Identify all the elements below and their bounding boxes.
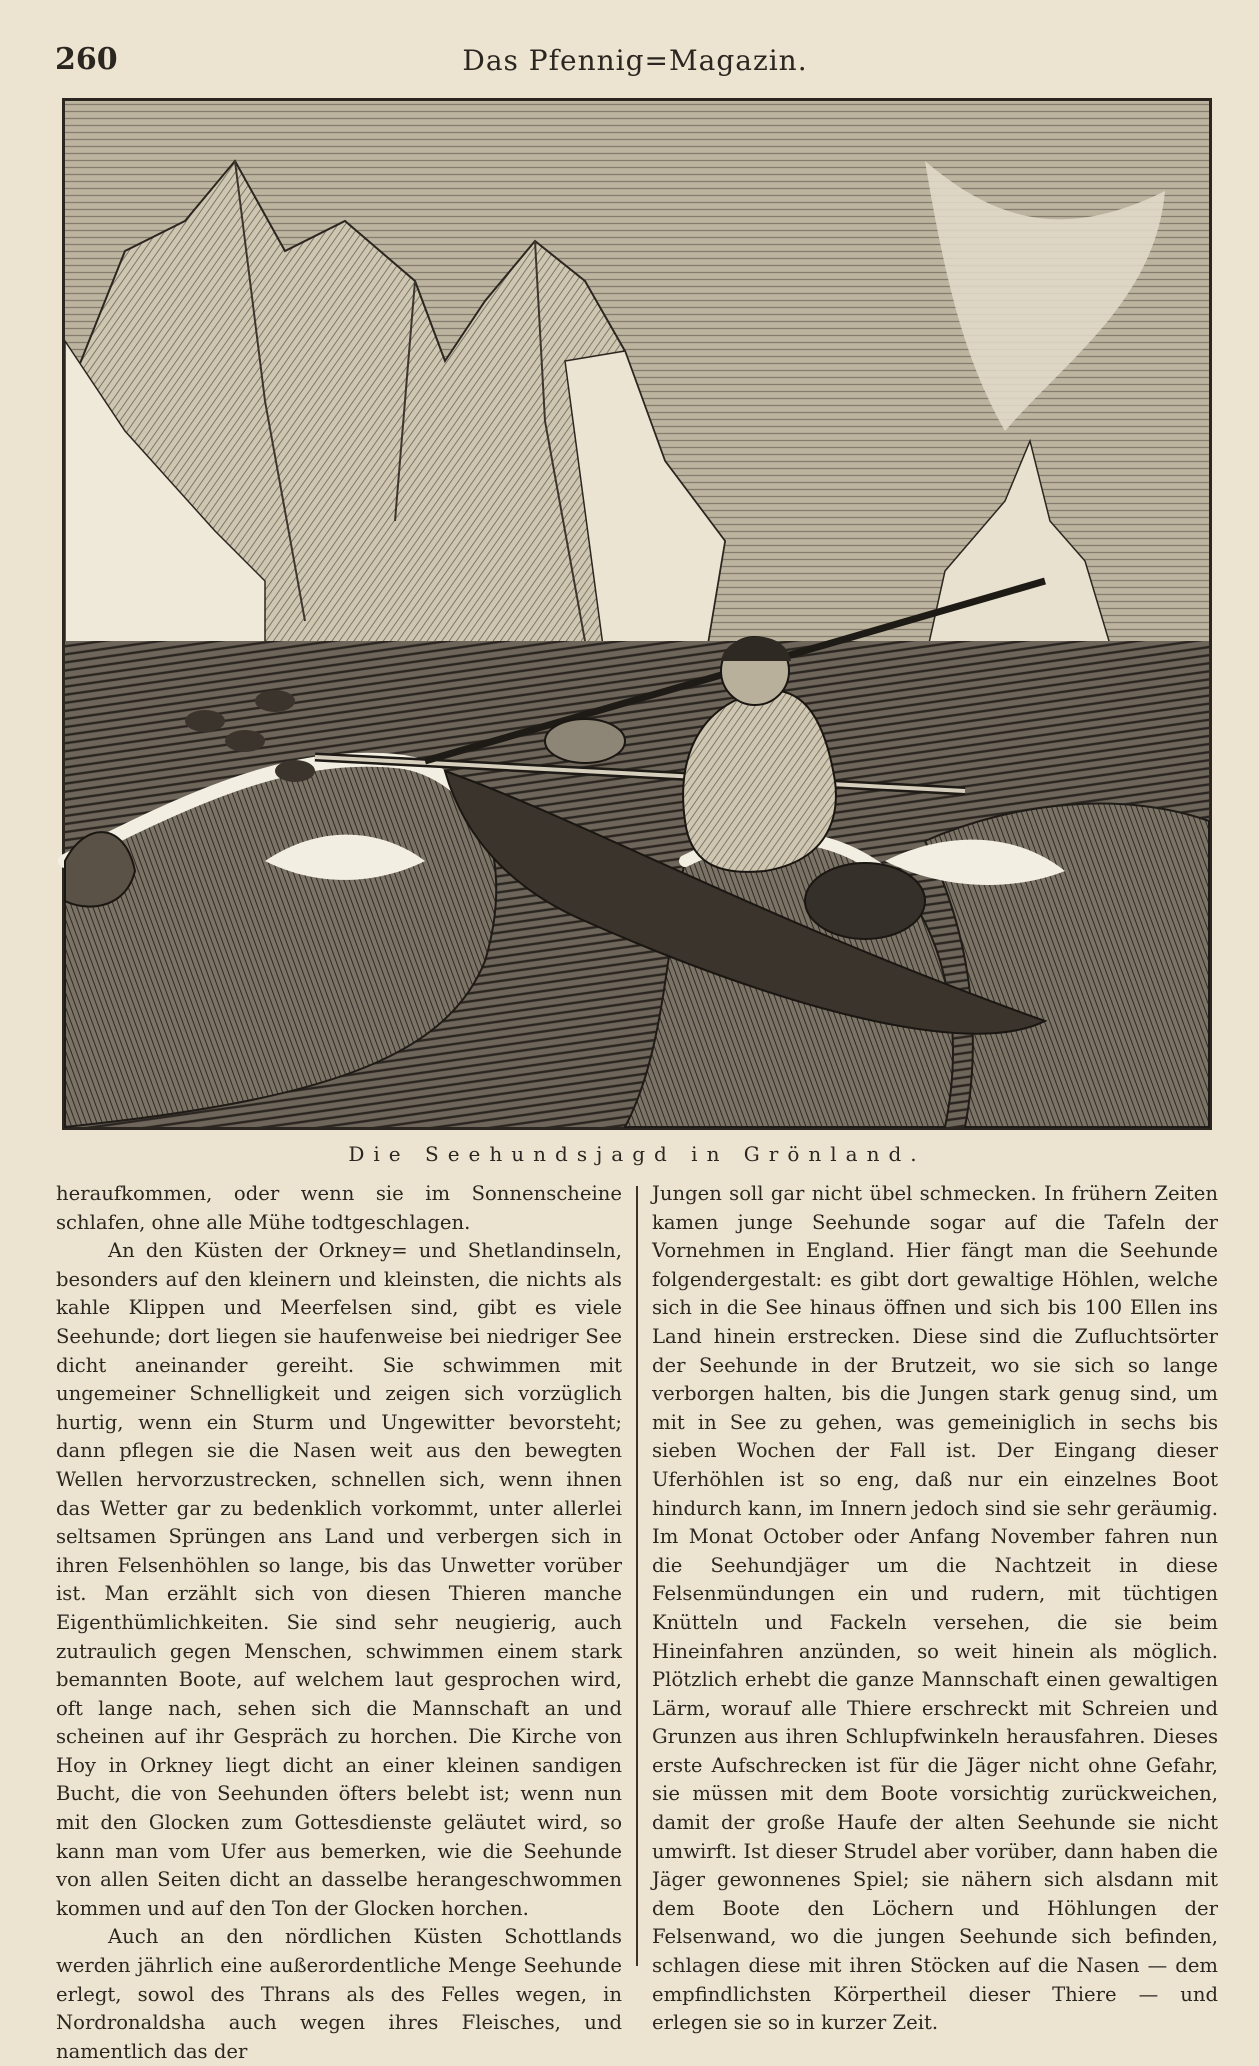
left-paragraph-3: Auch an den nördlichen Küsten Schottlands werden jährlich eine außerordentliche Menge Seehunde erlegt, sowol des Thrans als des Felles wegen, in Nordronaldsha auch wegen ihres Fleisches, und namentlich das der [56,1925,622,2063]
page-header [55,42,1215,86]
figure-caption: Die Seehundsjagd in Grönland. [348,1142,926,1166]
right-column [652,1180,1218,2035]
engraving-illustration [62,98,1212,1130]
left-column [56,1180,622,2063]
left-paragraph-2: An den Küsten der Orkney= und Shetlandinseln, besonders auf den kleinern und kleinsten, die nichts als kahle Klippen und Meerfelsen sind, gibt es viele Seehunde; dort liegen sie haufenweise bei niedriger See dicht aneinander gereiht. Sie schwimmen mit ungemeiner Schnelligkeit und zeigen sich vorzüglich hurtig, wenn ein Sturm und Ungewitter bevorsteht; dann pflegen sie die Nasen weit aus den bewegten Wellen hervorzustrecken, schnellen sich, wenn ihnen das Wetter gar zu bedenklich vorkommt, unter allerlei seltsamen Sprüngen ans Land und verbergen sich in ihren Felsenhöhlen so lange, bis das Unwetter vorüber ist. Man erzählt sich von diesen Thieren manche Eigenthümlichkeiten. Sie sind sehr neugierig, auch zutraulich gegen Menschen, schwimmen einem stark bemannten Boote, auf welchem laut gesprochen wird, oft lange nach, sehen sich die Mannschaft an und scheinen auf ihr Gespräch zu horchen. Die Kirche von Hoy in Orkney liegt dicht an einer kleinen sandigen Bucht, die von Seehunden öfters belebt ist; wenn nun mit den Glocken zum Gottesdienste geläutet wird, so kann man vom Ufer aus bemerken, wie die Seehunde von allen Seiten dicht an dasselbe herangeschwommen kommen und auf den Ton der Glocken horchen. [56,1239,622,1920]
text-columns [56,1180,1218,2063]
left-paragraph-1: heraufkommen, oder wenn sie im Sonnenscheine schlafen, ohne alle Mühe todtgeschlagen. [56,1182,622,1234]
page-number: 260 [55,42,118,77]
running-head-title: Das Pfennig=Magazin. [462,44,808,77]
column-divider [636,1186,638,1966]
right-paragraph-1: Jungen soll gar nicht übel schmecken. In frühern Zeiten kamen junge Seehunde sogar auf die Tafeln der Vornehmen in England. Hier fängt man die Seehunde folgendergestalt: es gibt dort gewaltige Höhlen, welche sich in die See hinaus öffnen und sich bis 100 Ellen ins Land hinein erstrecken. Diese sind die Zufluchtsörter der Seehunde in der Brutzeit, wo sie sich so lange verborgen halten, bis die Jungen stark genug sind, um mit in See zu gehen, was gemeiniglich in sechs bis sieben Wochen der Fall ist. Der Eingang dieser Uferhöhlen ist so eng, daß nur ein einzelnes Boot hindurch kann, im Innern jedoch sind sie sehr geräumig. Im Monat October oder Anfang November fahren nun die Seehundjäger um die Nachtzeit in diese Felsenmündungen ein und rudern, mit tüchtigen Knütteln und Fackeln versehen, die sie beim Hineinfahren anzünden, so weit hinein als möglich. Plötzlich erhebt die ganze Mannschaft einen gewaltigen Lärm, worauf alle Thiere erschreckt mit Schreien und Grunzen aus ihren Schlupfwinkeln herausfahren. Dieses erste Aufschrecken ist für die Jäger nicht ohne Gefahr, sie müssen mit dem Boote vorsichtig zurückweichen, damit der große Haufe der alten Seehunde sie nicht umwirft. Ist dieser Strudel aber vorüber, dann haben die Jäger gewonnenes Spiel; sie nähern sich alsdann mit dem Boote den Löchern und Höhlungen der Felsenwand, wo die jungen Seehunde sich befinden, schlagen diese mit ihren Stöcken auf die Nasen — dem empfindlichsten Körpertheil dieser Thiere — und erlegen sie so in kurzer Zeit. [652,1182,1218,2035]
seal-hunt-engraving [65,101,1209,1127]
